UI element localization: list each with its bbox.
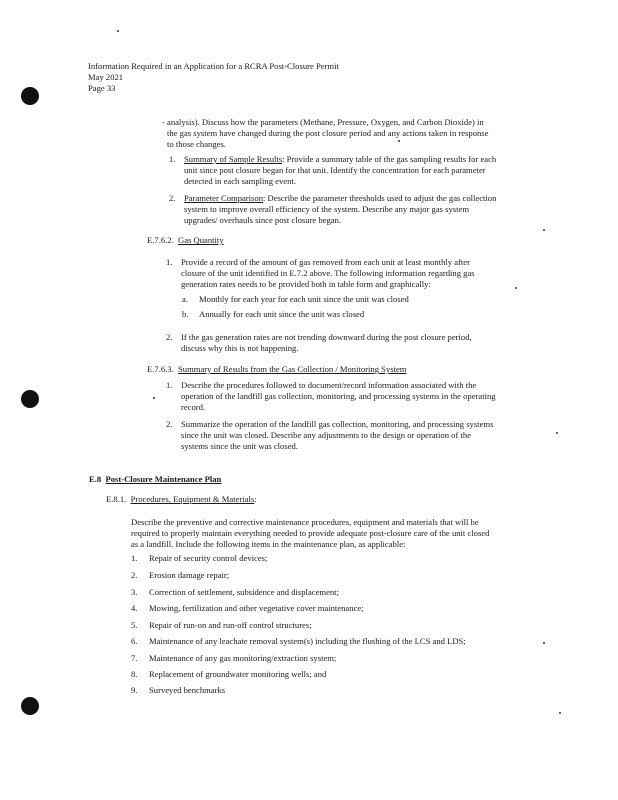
list-number: 7.	[131, 653, 138, 663]
list-number: 2.	[131, 570, 138, 580]
scan-speck	[543, 642, 545, 644]
section-number: E.7.6.3.	[147, 364, 174, 374]
list-text: Erosion damage repair;	[149, 570, 230, 580]
punch-hole-middle	[21, 390, 39, 408]
section-e81-heading	[106, 494, 257, 505]
item-line: detected in each sampling event.	[184, 176, 296, 186]
item-text	[184, 154, 496, 165]
item-title: Parameter Comparison	[184, 193, 263, 203]
intro-line: the gas system have changed during the post closure period and any actions taken in response	[167, 128, 489, 138]
subitem-letter: b.	[182, 309, 189, 319]
punch-hole-top	[21, 87, 39, 105]
section-number: E.7.6.2.	[147, 235, 174, 245]
list-number: 4.	[131, 603, 138, 613]
section-heading	[147, 235, 224, 246]
item-number: 2.	[166, 332, 173, 342]
list-number: 9.	[131, 685, 138, 695]
subitem-text: Annually for each unit since the unit was closed	[199, 309, 365, 319]
punch-hole-bottom	[21, 697, 39, 715]
section-number: E.8	[89, 474, 102, 484]
section-heading	[147, 364, 406, 375]
scan-speck	[543, 229, 545, 231]
header-title: Information Required in an Application for a RCRA Post-Closure Permit	[88, 61, 339, 71]
item-line: Provide a record of the amount of gas removed from each unit at least monthly after	[181, 257, 470, 267]
scan-speck	[153, 397, 155, 399]
subitem-letter: a.	[182, 294, 188, 304]
scan-speck	[556, 432, 558, 434]
section-title: Summary of Results from the Gas Collection / Monitoring System	[178, 364, 407, 374]
list-number: 3.	[131, 587, 138, 597]
section-title: Post-Closure Maintenance Plan	[105, 474, 222, 484]
header-date: May 2021	[88, 72, 124, 82]
list-number: 5.	[131, 620, 138, 630]
list-text: Repair of security control devices;	[149, 553, 268, 563]
section-e8-heading	[89, 474, 221, 485]
item-line: : Provide a summary table of the gas sampling results for each	[282, 154, 497, 164]
list-text: Correction of settlement, subsidence and displacement;	[149, 587, 339, 597]
item-line: If the gas generation rates are not trending downward during the post closure period,	[181, 332, 472, 342]
paragraph-line: Describe the preventive and corrective maintenance procedures, equipment and materials that will be	[131, 517, 479, 527]
section-title: Gas Quantity	[178, 235, 224, 245]
item-number: 2.	[166, 419, 173, 429]
item-line: systems since the unit was closed.	[181, 441, 298, 451]
item-line: record.	[181, 402, 206, 412]
subitem-text: Monthly for each year for each unit since the unit was closed	[199, 294, 409, 304]
section-title: Procedures, Equipment & Materials	[130, 494, 255, 504]
item-number: 1.	[166, 257, 173, 267]
item-title: Summary of Sample Results	[184, 154, 283, 164]
scan-speck	[398, 140, 400, 142]
intro-line: to those changes.	[167, 139, 226, 149]
item-line: operation of the landfill gas collection, monitoring, and processing systems in the operating	[181, 391, 496, 401]
list-number: 1.	[131, 553, 138, 563]
list-text: Replacement of groundwater monitoring wells; and	[149, 669, 327, 679]
paragraph-line: required to properly maintain everything needed to provide adequate post-closure care of the unit closed	[131, 528, 490, 538]
item-line: Summarize the operation of the landfill gas collection, monitoring, and processing systems	[181, 419, 494, 429]
item-line: closure of the unit identified in E.7.2 above. The following information regarding gas	[181, 268, 475, 278]
scan-speck	[559, 712, 561, 714]
item-text	[184, 193, 496, 204]
scan-speck	[515, 287, 517, 289]
item-line: unit since post closure began for that unit. Identify the concentration for each parameter	[184, 165, 486, 175]
item-line: generation rates needs to be provided both in table form and graphically:	[181, 279, 431, 289]
item-line: system to improve overall efficiency of the system. Describe any major gas system	[184, 204, 470, 214]
item-line: since the unit was closed. Describe any adjustments to the design or operation of the	[181, 430, 471, 440]
heading-colon: :	[254, 494, 257, 504]
list-number: 8.	[131, 669, 138, 679]
intro-line: - analysis). Discuss how the parameters (Methane, Pressure, Oxygen, and Carbon Dioxide) in	[162, 117, 484, 127]
item-number: 1.	[166, 380, 173, 390]
header-page-number: Page 33	[88, 83, 116, 93]
item-number: 2.	[169, 193, 176, 203]
section-number: E.8.1.	[106, 494, 127, 504]
item-number: 1.	[169, 154, 176, 164]
item-line: : Describe the parameter thresholds used to adjust the gas collection	[263, 193, 497, 203]
paragraph-line: as a landfill. Include the following items in the maintenance plan, as applicable:	[131, 539, 406, 549]
item-line: discuss why this is not happening.	[181, 343, 299, 353]
list-text: Repair of run-on and run-off control structures;	[149, 620, 312, 630]
item-line: Describe the procedures followed to document/record information associated with the	[181, 380, 477, 390]
list-text: Surveyed benchmarks	[149, 685, 226, 695]
list-text: Maintenance of any leachate removal system(s) including the flushing of the LCS and LDS;	[149, 636, 466, 646]
list-number: 6.	[131, 636, 138, 646]
scan-speck	[117, 30, 119, 32]
item-line: upgrades/ overhauls since post closure began.	[184, 215, 342, 225]
list-text: Maintenance of any gas monitoring/extraction system;	[149, 653, 337, 663]
list-text: Mowing, fertilization and other vegetative cover maintenance;	[149, 603, 364, 613]
